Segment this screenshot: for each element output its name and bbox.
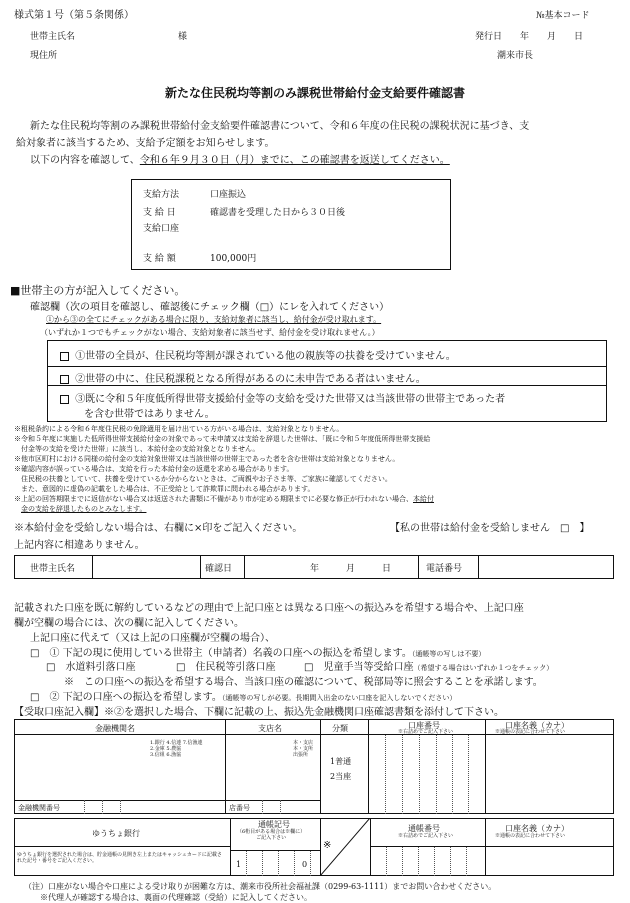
section1-heading: ■世帯主の方が記入してください。	[10, 284, 186, 297]
account-label: 支給口座	[143, 224, 180, 234]
decline-text: ※本給付金を受給しない場合は、右欄に×印をご記入ください。	[14, 523, 303, 534]
type-checking[interactable]: 2当座	[330, 772, 352, 781]
amount-label: 支 給 額	[143, 254, 176, 264]
sign-date-value[interactable]: 年 月 日	[310, 564, 392, 574]
check-item-1-text: ①世帯の全員が、住民税均等割が課されている他の親族等の扶養を受けていません。	[75, 351, 456, 362]
option-tax[interactable]: □ 住民税等引落口座	[176, 662, 276, 673]
passbook-sign-digit-1: 1	[236, 860, 242, 869]
address-label: 現住所	[30, 51, 58, 61]
form-number: 様式第１号（第５条関係）	[14, 10, 134, 21]
bank-code-label: 金融機関番号	[18, 804, 60, 812]
passbook-sign-digit-0: 0	[302, 860, 308, 869]
bank-kinds[interactable]: 1.銀行 4.信連 7.信漁連 2.金庫 5.農協 3.信組 6.漁協	[150, 740, 203, 758]
option-2[interactable]: □ ② 下記の口座への振込を希望します。（通帳等の写しが必要。長期間入出金のない口座を記入しないでください）	[30, 692, 457, 703]
section2-para-3: 上記口座に代えて（又は上記の口座欄が空欄の場合）、	[30, 633, 275, 644]
option-consent-note: ※ この口座への振込を希望する場合、当該口座の確認について、税部局等に照会することを承諾します。	[64, 677, 543, 688]
intro-line-3: 以下の内容を確認して、令和６年９月３０日（月）までに、この確認書を返送してください。	[30, 155, 450, 166]
method-label: 支給方法	[143, 190, 180, 200]
method-value: 口座振込	[210, 190, 247, 200]
intro-line-2: 給対象者に該当するため、支給予定額をお知らせします。	[16, 138, 275, 149]
note-3: 付金等の支給を受けた世帯」に該当し、本給付金の支給対象となりません。	[14, 445, 260, 453]
yucho-holder-sub: ※通帳の表記に合わせて下さい	[495, 833, 566, 839]
yucho-note: ゆうちょ銀行を選択された場合は、貯金通帳の見開き左上またはキャッシュカードに記載された記号・番号をご記入ください。	[17, 852, 222, 864]
account-no-header: 口座番号	[408, 721, 440, 730]
decline-box[interactable]: 【私の世帯は給付金を受給しません □ 】	[390, 523, 590, 534]
passbook-sign-header: 通帳記号	[258, 820, 290, 829]
branch-kinds[interactable]: 本・支店 本・支所 出張所	[293, 740, 314, 758]
note-8: ※上記の回答期限までに返信がない場合又は返送された書類に不備があり市が定める期限までに必要な修正が行われない場合、本給付	[14, 495, 434, 503]
phone-label: 電話番号	[426, 564, 463, 574]
section2-para-1: 記載された口座を既に解約しているなどの理由で上記口座とは異なる口座への振込みを希望する場合や、上記口座	[14, 603, 524, 614]
pay-date-label: 支 給 日	[143, 208, 176, 218]
note-4: ※他市区町村における同様の給付金の支給対象世帯又は当該世帯の世帯主であった者を含む世帯は支給対象となりません。	[14, 455, 400, 463]
section2-para-2: 欄が空欄の場合には、次の欄に記入してください。	[14, 618, 244, 629]
sama-label: 様	[178, 32, 188, 42]
note-2: ※令和５年度に実施した低所得世帯支援給付金の対象であって未申請又は支給を辞退した世帯は、「既に令和５年度低所得世帯支援給	[14, 435, 431, 443]
check-note-1: ①から③の全てにチェックがある場合に限り、支給対象者に該当し、給付金が受け取れます。	[46, 315, 382, 324]
issue-date: 発行日 年 月 日	[475, 32, 584, 42]
mayor-label: 潮来市長	[497, 51, 534, 61]
sign-date-label: 確認日	[205, 564, 233, 574]
holder-header: 口座名義（カナ）	[505, 721, 569, 730]
amount-value: 100,000円	[210, 254, 257, 264]
page-title: 新たな住民税均等割のみ課税世帯給付金支給要件確認書	[164, 86, 465, 100]
footer-note-2: ※代理人が確認する場合は、裏面の代理確認（受給）に記入してください。	[40, 893, 312, 902]
check-item-3-text-2: を含む世帯ではありません。	[84, 409, 215, 420]
receive-heading: 【受取口座記入欄】※②を選択した場合、下欄に記載の上、振込先金融機関口座確認書類を添付して下さい。	[14, 707, 504, 718]
basic-code-label: №基本コード	[536, 11, 590, 21]
branch-header: 支店名	[258, 724, 282, 733]
note-9: 金の支給を辞退したものとみなします。	[21, 505, 147, 513]
type-header: 分類	[332, 724, 348, 733]
footer-note-1: （注）口座がない場合や口座による受け取りが困難な方は、潮来市役所社会福祉課（0299-63-1111）までお問い合わせください。	[24, 882, 497, 891]
intro-line-1: 新たな住民税均等割のみ課税世帯給付金支給要件確認書について、令和６年度の住民税の課税状況に基づき、支	[30, 121, 530, 132]
option-water[interactable]: □ 水道料引落口座	[46, 662, 136, 673]
check-item-1-checkbox[interactable]	[60, 352, 69, 361]
sixth-digit-star: ※	[323, 840, 332, 851]
option-1[interactable]: □ ① 下記の現に使用している世帯主（申請者）名義の口座への振込を希望します。（通帳等の写しは不要）	[30, 648, 486, 659]
account-no-sub: ※右詰めでご記入下さい	[398, 729, 454, 735]
passbook-no-header: 通帳番号	[408, 824, 440, 833]
check-title: 確認欄（次の項目を確認し、確認後にチェック欄（□）にレを入れてください）	[30, 302, 390, 313]
yucho-header: ゆうちょ銀行	[92, 829, 140, 838]
type-ordinary[interactable]: 1普通	[330, 757, 352, 766]
householder-name-label: 世帯主氏名	[30, 32, 76, 42]
note-6: 住民税の扶養としていて、扶養を受けているか分からないときは、ご両親やお子さま等、ご家族に確認してください。	[14, 475, 392, 483]
note-7: また、意図的に虚偽の記載をした場合は、不正受給として詐欺罪に問われる場合があります。	[14, 485, 315, 493]
note-5: ※確認内容が誤っている場合は、支給を行った本給付金の返還を求める場合があります。	[14, 465, 294, 473]
check-item-3-text: ③既に令和５年度低所得世帯支援給付金等の支給を受けた世帯又は当該世帯の世帯主であった者	[75, 394, 506, 405]
bank-name-header: 金融機関名	[95, 724, 135, 733]
pay-date-value: 確認書を受理した日から３０日後	[210, 208, 346, 218]
check-item-3-checkbox[interactable]	[60, 395, 69, 404]
passbook-sign-sub: （6桁目がある場合は※欄に） ご記入下さい	[237, 829, 306, 841]
note-1: ※租税条約による令和６年度住民税の免除適用を届け出ている方がいる場合は、支給対象となりません。	[14, 425, 344, 433]
holder-sub: ※通帳の表記に合わせて下さい	[495, 729, 566, 735]
check-item-2-checkbox[interactable]	[60, 375, 69, 384]
passbook-no-sub: ※右詰めでご記入下さい	[398, 833, 454, 839]
sign-name-label: 世帯主氏名	[30, 564, 76, 574]
confirm-text: 上記内容に相違ありません。	[14, 540, 145, 551]
branch-code-label: 店番号	[229, 804, 250, 812]
option-child[interactable]: □ 児童手当等受給口座（希望する場合はいずれか１つをチェック）	[304, 662, 554, 673]
check-note-2: （いずれか１つでもチェックがない場合、支給対象者に該当せず、給付金を受け取れません。）	[40, 328, 380, 337]
check-item-2-text: ②世帯の中に、住民税課税となる所得があるのに未申告である者はいません。	[75, 374, 426, 385]
yucho-holder-header: 口座名義（カナ）	[505, 824, 569, 833]
